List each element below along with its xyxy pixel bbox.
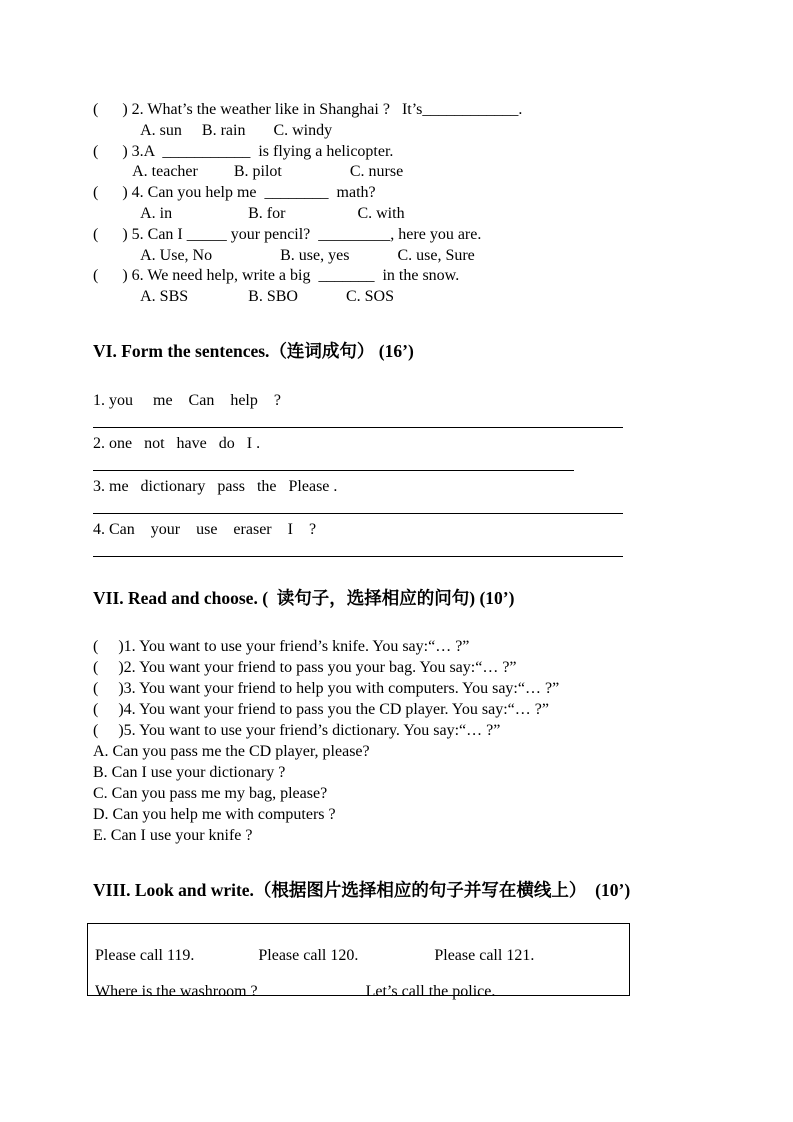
answer-line-1 xyxy=(93,411,623,428)
vii-choice-c: C. Can you pass me my bag, please? xyxy=(93,784,328,802)
section-vii-heading: VII. Read and choose. ( 读句子，选择相应的问句) (10’) xyxy=(93,587,515,608)
mcq-question-2: ( ) 2. What’s the weather like in Shanghai ? It’s____________. xyxy=(93,101,523,118)
form-sentence-1 xyxy=(93,391,653,428)
mcq-options-2: A. sun B. rain C. windy xyxy=(93,121,333,139)
vii-choice-a: A. Can you pass me the CD player, please? xyxy=(93,742,370,760)
form-sentence-2 xyxy=(93,434,653,471)
mcq-options-4: A. in B. for C. with xyxy=(93,204,405,222)
vii-choice-d: D. Can you help me with computers ? xyxy=(93,805,336,823)
form-sentence-4 xyxy=(93,520,653,557)
vii-question-5: ( )5. You want to use your friend’s dictionary. You say:“… ?” xyxy=(93,721,501,739)
section-vii-items xyxy=(93,636,653,846)
answer-line-3 xyxy=(93,497,623,514)
form-sentence-2-words: 2. one not have do I . xyxy=(93,434,261,452)
vii-question-2: ( )2. You want your friend to pass you your bag. You say:“… ?” xyxy=(93,658,517,676)
vii-choice-e: E. Can I use your knife ? xyxy=(93,826,253,844)
mcq-question-6: ( ) 6. We need help, write a big _______ in the snow. xyxy=(93,267,460,285)
form-sentence-3-words: 3. me dictionary pass the Please . xyxy=(93,477,338,495)
section-vi-items xyxy=(93,391,653,557)
phrase-box-line-2: Where is the washroom ? Let’s call the police. xyxy=(95,982,496,1000)
page-content xyxy=(93,100,653,1000)
vii-question-3: ( )3. You want your friend to help you with computers. You say:“… ?” xyxy=(93,679,560,697)
mcq-question-3: ( ) 3.A ___________ is flying a helicopter. xyxy=(93,142,394,160)
mcq-options-6: A. SBS B. SBO C. SOS xyxy=(93,288,394,306)
vii-question-4: ( )4. You want your friend to pass you the CD player. You say:“… ?” xyxy=(93,700,549,718)
mcq-question-4: ( ) 4. Can you help me ________ math? xyxy=(93,184,376,202)
answer-line-4 xyxy=(93,540,623,557)
answer-line-2 xyxy=(93,454,574,471)
section-vi-heading: VI. Form the sentences.（连词成句） (16’) xyxy=(93,340,414,361)
mcq-question-5: ( ) 5. Can I _____ your pencil? _________, here you are. xyxy=(93,225,482,243)
vii-question-1: ( )1. You want to use your friend’s knife. You say:“… ?” xyxy=(93,637,470,655)
vii-choice-b: B. Can I use your dictionary ? xyxy=(93,763,286,781)
form-sentence-3 xyxy=(93,477,653,514)
form-sentence-4-words: 4. Can your use eraser I ? xyxy=(93,520,317,538)
phrase-box xyxy=(87,923,630,1000)
form-sentence-1-words: 1. you me Can help ? xyxy=(93,391,281,409)
phrase-box-line-1: Please call 119. Please call 120. Please call 121. xyxy=(95,946,535,964)
mcq-options-5: A. Use, No B. use, yes C. use, Sure xyxy=(93,246,475,264)
mcq-options-3: A. teacher B. pilot C. nurse xyxy=(93,163,404,181)
mcq-section xyxy=(93,100,653,308)
section-viii-heading: VIII. Look and write.（根据图片选择相应的句子并写在横线上） (10’) xyxy=(93,879,631,900)
